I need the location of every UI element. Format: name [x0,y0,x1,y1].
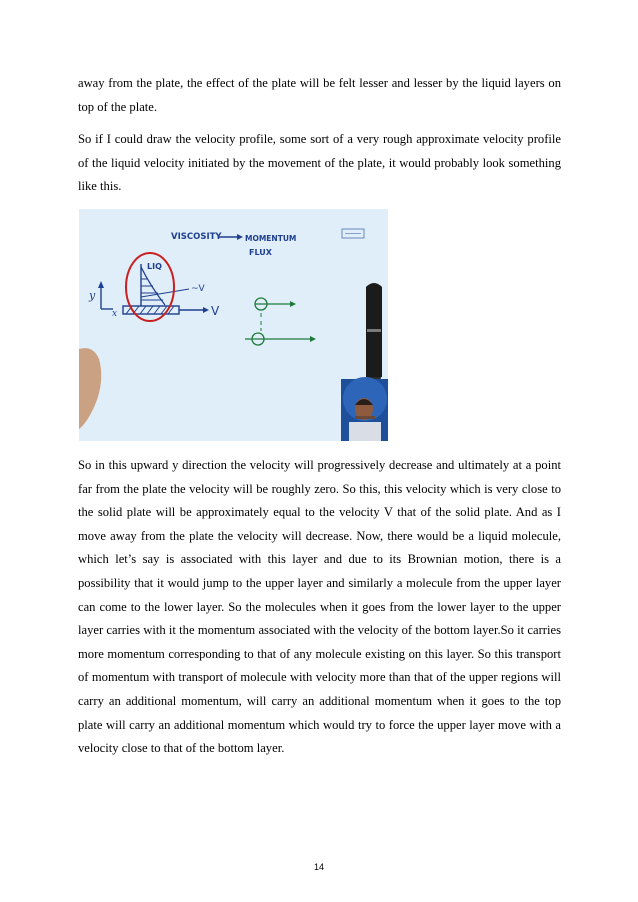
approx-velocity-label: ~V [191,284,205,294]
page-number: 14 [313,862,324,872]
paragraph-1: away from the plate, the effect of the plate will be felt lesser and lesser by the liquid layers on top of the plate. [78,76,561,114]
x-axis-label: x [112,309,118,319]
flux-label: FLUX [249,248,272,257]
paragraph-3: So in this upward y direction the velocity will progressively decrease and ultimately at a point far from the plate the velocity will be roughly zero. So this, this velocity which is very close to the solid plate will be approximately equal to the velocity V that of the solid plate. And as I move away from the plate the velocity will decrease. Now, there would be a liquid molecule, which let’s say is associated with this layer and due to its Brownian motion, there is a possibility that it would jump to the upper layer and similarly a molecule from the upper layer can come to the lower layer. So the molecules when it goes from the lower layer to the upper layer carries with it the momentum associated with the velocity of the bottom layer.So it carries more momentum corresponding to that of any molecule existing on this layer. So this transport of momentum with transport of molecule with velocity more than that of the upper regions will carry an additional momentum, will carry an additional momentum when it goes to the top plate will carry an additional momentum which would try to force the upper layer move with a velocity close to that of the bottom layer. [78,458,561,756]
momentum-label: MOMENTUM [245,234,297,243]
plate-velocity-label: V [211,304,220,318]
paragraph-2: So if I could draw the velocity profile, some sort of a very rough approximate velocity profile of the liquid velocity initiated by the movement of the plate, it would probably look something like this. [78,132,561,194]
liquid-label: LIQ [147,262,162,271]
whiteboard-drawing [79,209,388,441]
y-axis-label: y [89,289,96,302]
presenter-webcam [341,377,388,441]
viscosity-label: VISCOSITY [171,232,222,242]
lecture-video-frame [79,209,388,441]
